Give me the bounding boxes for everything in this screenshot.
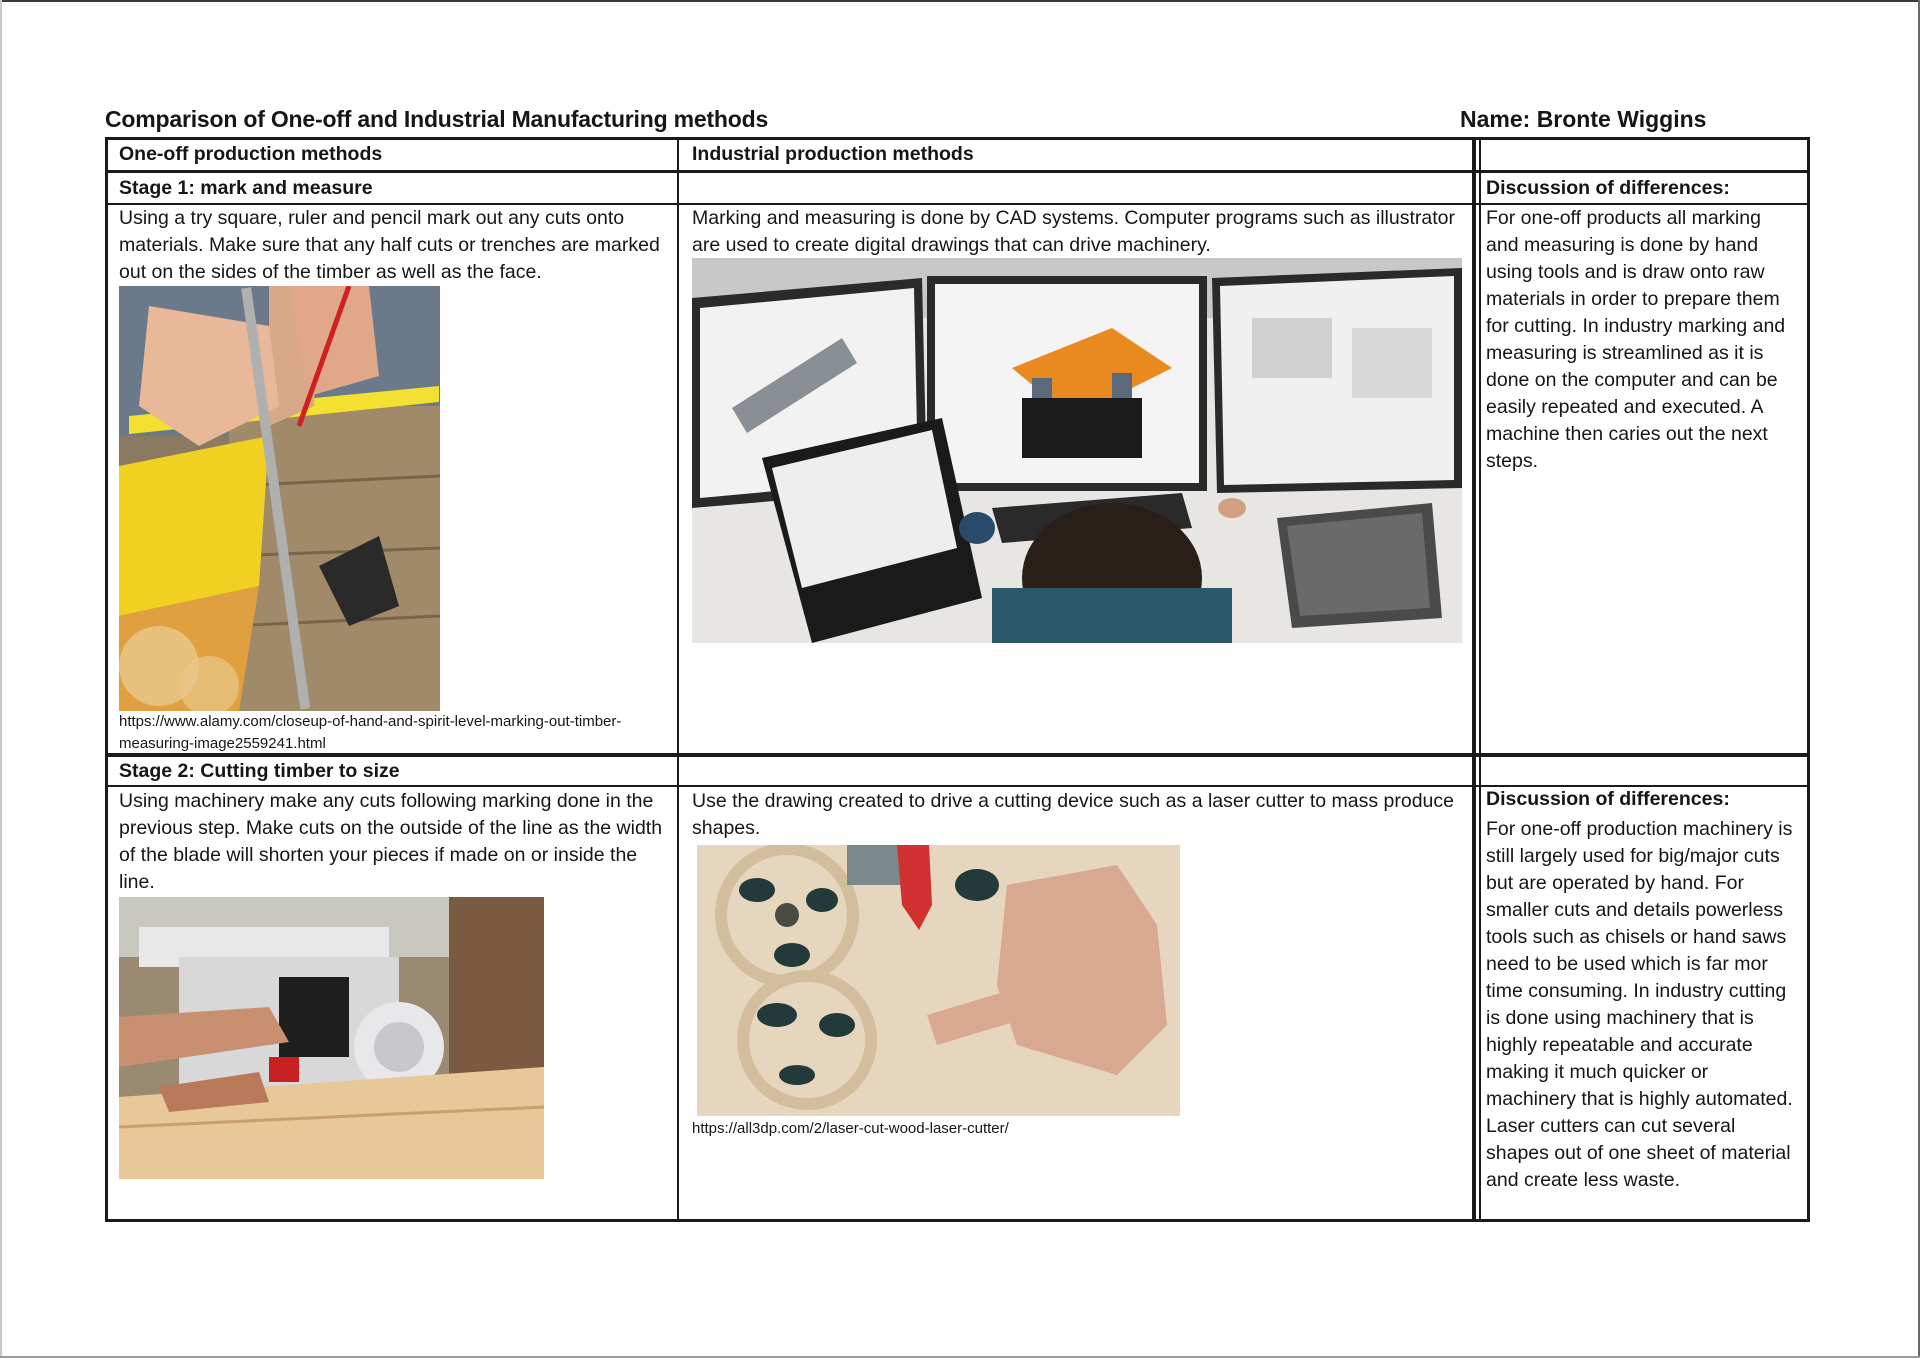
- hand-marking-timber-photo: [119, 286, 440, 711]
- stage1-discussion-heading: Discussion of differences:: [1486, 177, 1730, 199]
- column-divider-2b: [1479, 137, 1481, 1222]
- column-divider-2: [1472, 137, 1476, 1222]
- column-divider-1: [677, 137, 679, 1222]
- scan-edge-top: [0, 0, 1920, 2]
- stage2-industrial-text: Use the drawing created to drive a cutting device such as a laser cutter to mass produce shapes.: [692, 790, 1454, 839]
- stage1-title: Stage 1: mark and measure: [119, 177, 373, 199]
- stage2-discussion-text: For one-off production machinery is still largely used for big/major cuts but are operated by hand. For smaller cuts and details powerless tools such as chisels or hand saws need to be used which is far mor time consuming. In industry cutting is done using machinery that is highly repeatable and accurate making it much quicker or machinery that is highly automated. Laser cutters can cut several shapes out of one sheet of material and create less waste.: [1486, 818, 1793, 1191]
- stage1-one-off-text: Using a try square, ruler and pencil mark out any cuts onto materials. Make sure that any half cuts or trenches are marked out on the sides of the timber as well as the face.: [119, 207, 660, 283]
- document-title: Comparison of One-off and Industrial Manufacturing methods: [105, 106, 769, 132]
- stage2-discussion-heading: Discussion of differences:: [1486, 788, 1730, 810]
- header-row-divider: [105, 170, 1810, 173]
- header-industrial: Industrial production methods: [692, 143, 974, 165]
- stage2-industrial-source: https://all3dp.com/2/laser-cut-wood-laser-cutter/: [692, 1120, 1009, 1137]
- scan-edge-left: [0, 0, 2, 1358]
- radial-arm-saw-photo: [119, 897, 544, 1179]
- cad-workstation-photo: [692, 258, 1462, 643]
- stage2-title: Stage 2: Cutting timber to size: [119, 760, 400, 782]
- stage2-title-divider: [105, 785, 1810, 787]
- student-name: Name: Bronte Wiggins: [1460, 106, 1707, 132]
- stage1-discussion-text: For one-off products all marking and measuring is done by hand using tools and is draw onto raw materials in order to prepare them for cutting. In industry marking and measuring is streamlined as it is done on the computer and can be easily repeated and executed. A machine then caries out the next steps.: [1486, 207, 1786, 472]
- header-one-off: One-off production methods: [119, 143, 383, 165]
- stage2-one-off-text: Using machinery make any cuts following marking done in the previous step. Make cuts on the outside of the line as the width of the blade will shorten your pieces if made on or inside the line.: [119, 790, 663, 893]
- stage1-industrial-text: Marking and measuring is done by CAD systems. Computer programs such as illustrator are used to create digital drawings that can drive machinery.: [692, 207, 1455, 256]
- stage1-one-off-source: https://www.alamy.com/closeup-of-hand-and-spirit-level-marking-out-timber-measuring-image2559241.html: [119, 713, 622, 752]
- laser-cutter-photo: [697, 845, 1180, 1116]
